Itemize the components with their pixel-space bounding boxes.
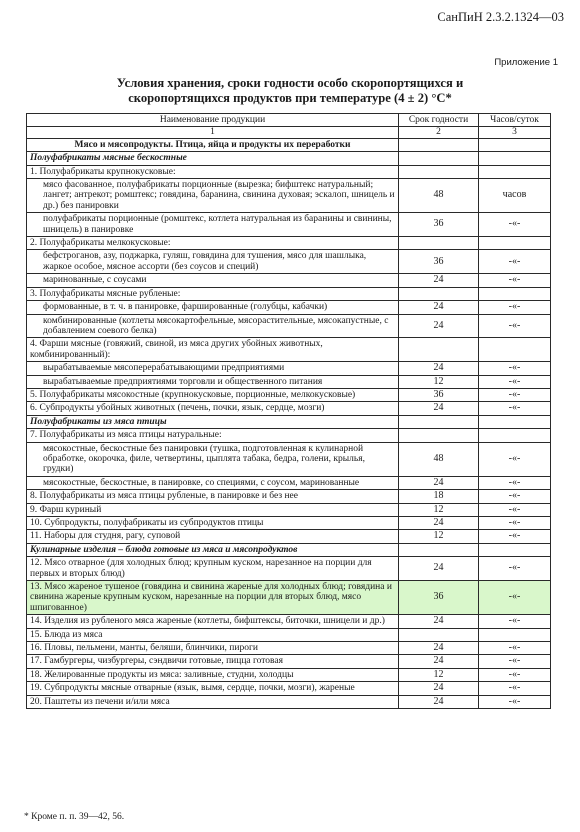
shelf-life-cell xyxy=(399,138,479,151)
table-row xyxy=(27,314,551,338)
product-name-cell: 17. Гамбургеры, чизбургеры, сэндвичи готовые, пицца готовая xyxy=(27,655,399,668)
header-row xyxy=(27,114,551,127)
product-name-cell: 6. Субпродукты убойных животных (печень, почки, язык, сердце, мозги) xyxy=(27,402,399,415)
product-name-cell: мясо фасованное, полуфабрикаты порционные (вырезка; бифштекс натуральный; лангет; антрекот; ромштекс; говядина, баранина, свинина духовая; эскалоп, шницель и др.) без панировки xyxy=(27,179,399,213)
shelf-life-cell: 48 xyxy=(399,442,479,476)
shelf-life-cell: 24 xyxy=(399,274,479,287)
unit-cell xyxy=(479,429,551,442)
product-name-cell: 18. Желированные продукты из мяса: заливные, студни, холодцы xyxy=(27,668,399,681)
table-row xyxy=(27,152,551,165)
unit-cell: -«- xyxy=(479,402,551,415)
shelf-life-cell: 24 xyxy=(399,517,479,530)
table-row xyxy=(27,362,551,375)
shelf-life-cell xyxy=(399,429,479,442)
unit-cell: -«- xyxy=(479,695,551,708)
shelf-life-cell: 48 xyxy=(399,179,479,213)
product-name-cell: 3. Полуфабрикаты мясные рубленые: xyxy=(27,287,399,300)
document-code: СанПиН 2.3.2.1324—03 xyxy=(437,10,564,24)
product-name-cell: 1. Полуфабрикаты крупнокусковые: xyxy=(27,165,399,178)
shelf-life-cell: 36 xyxy=(399,250,479,274)
product-name-cell: вырабатываемые предприятиями торговли и общественного питания xyxy=(27,375,399,388)
shelf-life-cell: 36 xyxy=(399,581,479,615)
shelf-life-cell xyxy=(399,287,479,300)
shelf-life-cell: 24 xyxy=(399,362,479,375)
section-heading: Кулинарные изделия – блюда готовые из мяса и мясопродуктов xyxy=(27,543,399,556)
unit-cell: -«- xyxy=(479,517,551,530)
table-row xyxy=(27,375,551,388)
unit-cell xyxy=(479,415,551,428)
table-row xyxy=(27,655,551,668)
table-row xyxy=(27,517,551,530)
shelf-life-cell xyxy=(399,338,479,362)
table-row xyxy=(27,415,551,428)
table-row xyxy=(27,274,551,287)
table-row xyxy=(27,287,551,300)
shelf-life-cell: 18 xyxy=(399,490,479,503)
unit-cell: -«- xyxy=(479,668,551,681)
unit-cell xyxy=(479,138,551,151)
shelf-life-cell xyxy=(399,543,479,556)
unit-cell: -«- xyxy=(479,581,551,615)
unit-cell: -«- xyxy=(479,476,551,489)
shelf-life-cell: 12 xyxy=(399,375,479,388)
unit-cell: часов xyxy=(479,179,551,213)
unit-cell xyxy=(479,543,551,556)
table-row xyxy=(27,250,551,274)
product-name-cell: 4. Фарши мясные (говяжий, свиной, из мяса других убойных животных, комбинированный): xyxy=(27,338,399,362)
table-row xyxy=(27,557,551,581)
product-name-cell: мясокостные, бескостные, в панировке, со специями, с соусом, маринованные xyxy=(27,476,399,489)
shelf-life-cell xyxy=(399,165,479,178)
product-name-cell: 9. Фарш куриный xyxy=(27,503,399,516)
product-name-cell: полуфабрикаты порционные (ромштекс, котлета натуральная из баранины и свинины, шницель) в панировке xyxy=(27,213,399,237)
product-name-cell: комбинированные (котлеты мясокартофельные, мясорастительные, мясокапустные, с добавлением соевого белка) xyxy=(27,314,399,338)
table-row xyxy=(27,695,551,708)
table-row xyxy=(27,503,551,516)
unit-cell: -«- xyxy=(479,388,551,401)
table-row xyxy=(27,301,551,314)
table-row xyxy=(27,530,551,543)
unit-cell: -«- xyxy=(479,442,551,476)
col-header-unit: Часов/суток xyxy=(479,114,551,127)
product-name-cell: 19. Субпродукты мясные отварные (язык, вымя, сердце, почки, мозги), жареные xyxy=(27,682,399,695)
product-name-cell: 7. Полуфабрикаты из мяса птицы натуральные: xyxy=(27,429,399,442)
shelf-life-cell xyxy=(399,415,479,428)
title-line-2: скоропортящихся продуктов при температуре (4 ± 2) °С* xyxy=(128,91,452,105)
unit-cell: -«- xyxy=(479,503,551,516)
shelf-life-cell: 36 xyxy=(399,388,479,401)
product-name-cell: вырабатываемые мясоперерабатывающими предприятиями xyxy=(27,362,399,375)
col-number-3: 3 xyxy=(479,127,551,138)
unit-cell: -«- xyxy=(479,642,551,655)
col-number-2: 2 xyxy=(399,127,479,138)
col-number-1: 1 xyxy=(27,127,399,138)
product-name-cell: 14. Изделия из рубленого мяса жареные (котлеты, бифштексы, биточки, шницели и др.) xyxy=(27,615,399,628)
product-name-cell: формованные, в т. ч. в панировке, фаршированные (голубцы, кабачки) xyxy=(27,301,399,314)
shelf-life-cell: 24 xyxy=(399,557,479,581)
unit-cell: -«- xyxy=(479,213,551,237)
column-number-row xyxy=(27,127,551,138)
title-line-1: Условия хранения, сроки годности особо скоропортящихся и xyxy=(116,76,464,90)
unit-cell: -«- xyxy=(479,490,551,503)
product-name-cell: 15. Блюда из мяса xyxy=(27,628,399,641)
shelf-life-cell: 24 xyxy=(399,314,479,338)
unit-cell xyxy=(479,287,551,300)
unit-cell xyxy=(479,237,551,250)
product-name-cell: мясокостные, бескостные без панировки (тушка, подготовленная к кулинарной обработке, окорочка, филе, четвертины, цыплята табака, бедра, голени, крылья, грудки) xyxy=(27,442,399,476)
table-row xyxy=(27,179,551,213)
group-heading: Мясо и мясопродукты. Птица, яйца и продукты их переработки xyxy=(27,138,399,151)
col-header-name: Наименование продукции xyxy=(27,114,399,127)
shelf-life-cell: 12 xyxy=(399,530,479,543)
product-name-cell: 20. Паштеты из печени и/или мяса xyxy=(27,695,399,708)
table-row xyxy=(27,682,551,695)
table-row xyxy=(27,138,551,151)
shelf-life-cell: 24 xyxy=(399,682,479,695)
product-name-cell: 8. Полуфабрикаты из мяса птицы рубленые, в панировке и без нее xyxy=(27,490,399,503)
product-name-cell: 10. Субпродукты, полуфабрикаты из субпродуктов птицы xyxy=(27,517,399,530)
section-heading: Полуфабрикаты мясные бескостные xyxy=(27,152,399,165)
product-name-cell: 12. Мясо отварное (для холодных блюд; крупным куском, нарезанное на порции для первых и вторых блюд) xyxy=(27,557,399,581)
table-title xyxy=(60,76,520,106)
table-row xyxy=(27,429,551,442)
shelf-life-cell: 24 xyxy=(399,642,479,655)
shelf-life-cell xyxy=(399,628,479,641)
table-row xyxy=(27,490,551,503)
shelf-life-cell: 24 xyxy=(399,402,479,415)
unit-cell: -«- xyxy=(479,375,551,388)
shelf-life-cell: 12 xyxy=(399,503,479,516)
unit-cell xyxy=(479,152,551,165)
table-row xyxy=(27,615,551,628)
footnote: * Кроме п. п. 39—42, 56. xyxy=(24,812,125,822)
shelf-life-cell: 24 xyxy=(399,695,479,708)
shelf-life-cell xyxy=(399,237,479,250)
table-row xyxy=(27,628,551,641)
table-row xyxy=(27,668,551,681)
table-row xyxy=(27,442,551,476)
product-name-cell: 11. Наборы для студня, рагу, суповой xyxy=(27,530,399,543)
table-row xyxy=(27,237,551,250)
col-header-term: Срок годности xyxy=(399,114,479,127)
appendix-label: Приложение 1 xyxy=(494,57,558,68)
shelf-life-cell: 24 xyxy=(399,476,479,489)
unit-cell: -«- xyxy=(479,274,551,287)
unit-cell: -«- xyxy=(479,362,551,375)
unit-cell xyxy=(479,628,551,641)
product-name-cell: бефстроганов, азу, поджарка, гуляш, говядина для тушения, мясо для шашлыка, жаркое особое, мясное ассорти (без соусов и специй) xyxy=(27,250,399,274)
unit-cell xyxy=(479,165,551,178)
product-name-cell: 16. Пловы, пельмени, манты, беляши, блинчики, пироги xyxy=(27,642,399,655)
table-row xyxy=(27,213,551,237)
product-name-cell: 2. Полуфабрикаты мелкокусковые: xyxy=(27,237,399,250)
table-row xyxy=(27,402,551,415)
unit-cell: -«- xyxy=(479,301,551,314)
shelf-life-cell xyxy=(399,152,479,165)
unit-cell: -«- xyxy=(479,250,551,274)
product-name-cell: 13. Мясо жареное тушеное (говядина и свинина жареные для холодных блюд; говядина и свинина жареные крупным куском, нарезанные на порции для вторых блюд, мясо шпигованное) xyxy=(27,581,399,615)
table-row xyxy=(27,388,551,401)
unit-cell: -«- xyxy=(479,615,551,628)
table-row xyxy=(27,338,551,362)
shelf-life-cell: 24 xyxy=(399,655,479,668)
table-row xyxy=(27,642,551,655)
unit-cell: -«- xyxy=(479,557,551,581)
product-name-cell: маринованные, с соусами xyxy=(27,274,399,287)
shelf-life-cell: 24 xyxy=(399,615,479,628)
shelf-life-cell: 36 xyxy=(399,213,479,237)
table-row xyxy=(27,543,551,556)
unit-cell: -«- xyxy=(479,530,551,543)
table-row xyxy=(27,476,551,489)
table-row xyxy=(27,165,551,178)
storage-terms-table xyxy=(26,113,551,709)
unit-cell: -«- xyxy=(479,682,551,695)
unit-cell: -«- xyxy=(479,314,551,338)
unit-cell: -«- xyxy=(479,655,551,668)
highlighted-table-row xyxy=(27,581,551,615)
unit-cell xyxy=(479,338,551,362)
shelf-life-cell: 12 xyxy=(399,668,479,681)
section-heading: Полуфабрикаты из мяса птицы xyxy=(27,415,399,428)
shelf-life-cell: 24 xyxy=(399,301,479,314)
product-name-cell: 5. Полуфабрикаты мясокостные (крупнокусковые, порционные, мелкокусковые) xyxy=(27,388,399,401)
